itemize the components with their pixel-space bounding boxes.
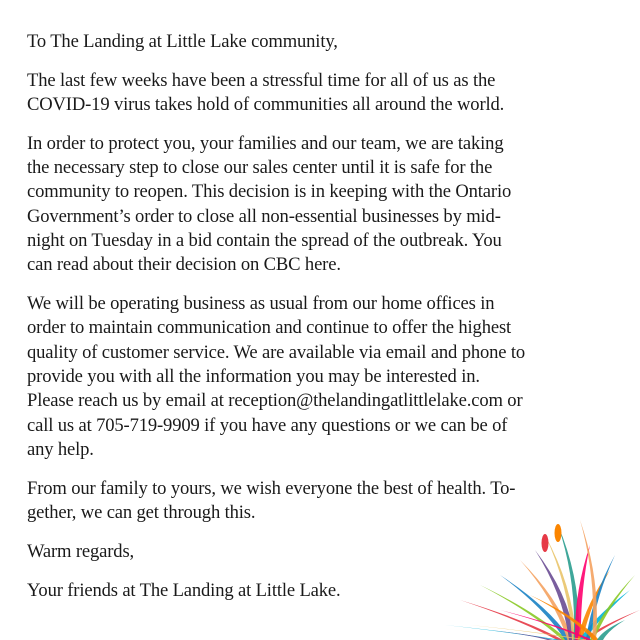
letter-paragraph-1: The last few weeks have been a stressful time for all of us as the COVID-19 virus takes hold of communities all around the world.	[27, 69, 505, 116]
letter-closing: Warm regards,	[27, 540, 135, 562]
cattail-head	[555, 524, 562, 542]
letter-paragraph-4: From our family to yours, we wish everyone the best of health. To- gether, we can get through this.	[27, 477, 516, 524]
letter-signature: Your friends at The Landing at Little Lake.	[27, 579, 341, 601]
colorful-reeds-icon	[440, 515, 640, 640]
reed-blade	[500, 575, 571, 640]
letter-paragraph-3: We will be operating business as usual from our home offices in order to maintain communication and continue to offer the highest quality of customer service. We are available via email and phone to provide you with all the information you may be interested in. Please reach us by email at reception@thelandingatlittlelake.com or call us at 705-719-9909 if you have any questions or we can be of any help.	[27, 293, 526, 460]
cattail-head	[542, 534, 549, 552]
letter-paragraph-2: In order to protect you, your families and our team, we are taking the necessary step to close our sales center until it is safe for the community to reopen. This decision is in keeping with the Ontario Government’s order to close all non-essential businesses by mid- night on Tuesday in a bid contain the spread of the outbreak. You can read about their decision on CBC here.	[27, 132, 512, 276]
letter-greeting: To The Landing at Little Lake community,	[27, 31, 338, 52]
reed-blade	[520, 560, 573, 640]
